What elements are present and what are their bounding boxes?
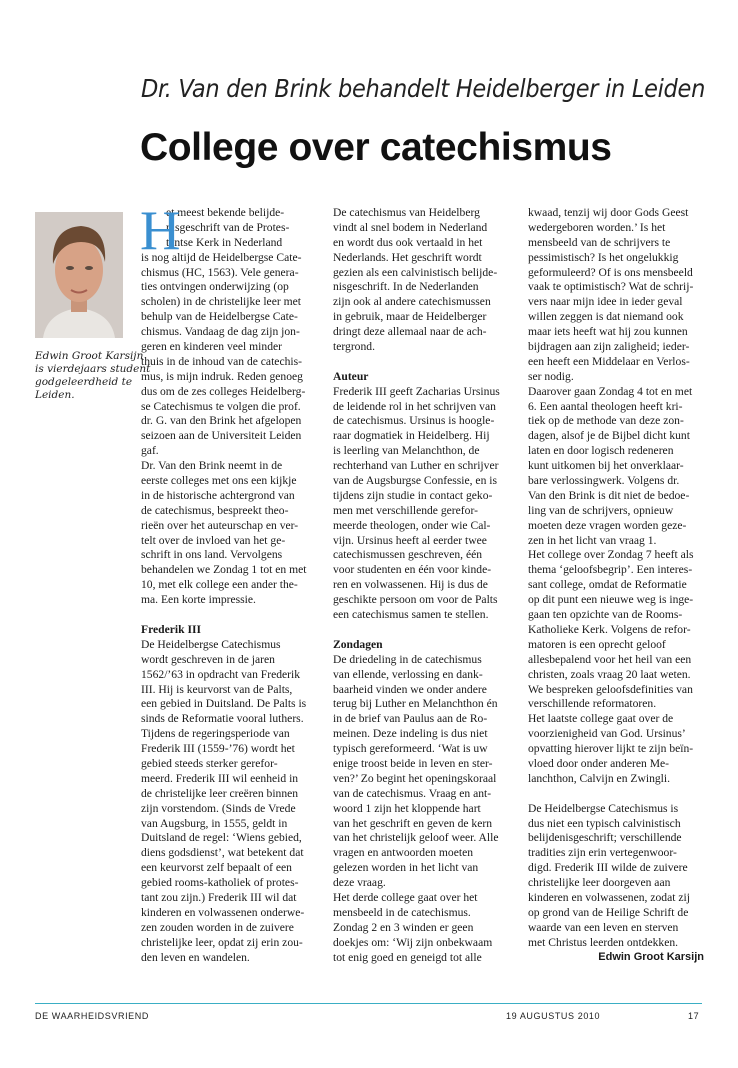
text-line: thuis in de inhoud van de catechis- bbox=[141, 354, 302, 368]
text-line: kunt uitkomen bij het onverklaar- bbox=[528, 459, 684, 473]
text-line: men met verschillende gerefor- bbox=[333, 503, 478, 517]
text-line: tergrond. bbox=[333, 340, 375, 354]
text-line: de christelijke leer creëren binnen bbox=[141, 786, 299, 800]
text-line: tiek op de methode van deze zon- bbox=[528, 414, 684, 428]
text-line: Frederik III (1559-’76) wordt het bbox=[141, 742, 295, 756]
text-line: voorzienigheid van God. Ursinus’ bbox=[528, 727, 686, 741]
text-line: telt over de invloed van het ge- bbox=[141, 533, 286, 547]
text-line: nisgeschrift van de Protes- bbox=[166, 220, 290, 234]
text-line: rieën over het auteurschap en ver- bbox=[141, 518, 299, 532]
text-line: typisch gereformeerd. ‘Wat is uw bbox=[333, 742, 488, 756]
text-line: Tijdens de regeringsperiode van bbox=[141, 727, 290, 741]
caption-line: is vierdejaars student bbox=[35, 363, 151, 375]
text-line: chismus. Vandaag de dag zijn jon- bbox=[141, 325, 300, 339]
text-line: dringt deze allemaal naar de ach- bbox=[333, 325, 487, 339]
text-line: wedergeboren worden.’ Is het bbox=[528, 220, 666, 234]
text-line: de catechismus. Ursinus is hoogle- bbox=[333, 414, 495, 428]
text-line: tijdens zijn studie in contact geko- bbox=[333, 488, 493, 502]
text-line: 1562/’63 in opdracht van Frederik bbox=[141, 667, 301, 681]
text-line: zijn vorstendom. (Sinds de Vrede bbox=[141, 801, 296, 815]
text-line: gebied rooms-katholiek of protes- bbox=[141, 876, 299, 890]
text-line: catechismussen geschreven, één bbox=[333, 548, 483, 562]
text-line: in gebruik, maar de Heidelberger bbox=[333, 310, 487, 324]
text-line: se Catechismus te volgen die prof. bbox=[141, 399, 301, 413]
text-line: digd. Frederik III wilde de zuivere bbox=[528, 861, 688, 875]
footer-rule bbox=[35, 1003, 702, 1004]
text-line: eerste colleges met ons een kijkje bbox=[141, 474, 297, 488]
text-line: van het christelijk geloof weer. Alle bbox=[333, 831, 499, 845]
text-line: belijdenisgeschrift; verschillende bbox=[528, 831, 682, 845]
text-line: doekjes om: ‘Wij zijn onbekwaam bbox=[333, 935, 493, 949]
text-line: christelijke leer, opdat zij erin zou- bbox=[141, 935, 303, 949]
text-line: van de Augsburgse Confessie, en is bbox=[333, 474, 498, 488]
text-line bbox=[141, 608, 326, 623]
text-line: christen, zoals vraag 20 laat weten. bbox=[528, 667, 691, 681]
text-line: mensbeeld in de catechismus. bbox=[333, 905, 471, 919]
text-line: in de historische achtergrond van bbox=[141, 488, 295, 502]
text-line: De catechismus van Heidelberg bbox=[333, 206, 480, 219]
text-line: ling van de schrijvers, opnieuw bbox=[528, 503, 674, 517]
text-line: sinds de Reformatie vooral luthers. bbox=[141, 712, 304, 726]
text-line: Het derde college gaat over het bbox=[333, 890, 478, 904]
text-line: terug bij Luther en Melanchthon én bbox=[333, 697, 498, 711]
text-line: den leven en wandelen. bbox=[141, 950, 250, 964]
text-line: tantse Kerk in Nederland bbox=[166, 235, 283, 249]
section-heading: Frederik III bbox=[141, 622, 202, 636]
author-photo bbox=[35, 212, 123, 338]
text-line: Duitsland de regel: ‘Wiens gebied, bbox=[141, 831, 302, 845]
text-line: mus, is mijn indruk. Reden genoeg bbox=[141, 369, 303, 383]
text-line: bijdragen aan zijn zaligheid; ieder- bbox=[528, 340, 690, 354]
text-line: sant college, omdat de Reformatie bbox=[528, 578, 687, 592]
text-line: gebied steeds sterker gerefor- bbox=[141, 756, 278, 770]
article-column-2 bbox=[333, 206, 521, 965]
text-line: 10, met elk college een ander the- bbox=[141, 578, 298, 592]
article-column-1 bbox=[140, 200, 326, 965]
text-line bbox=[333, 355, 521, 370]
text-line: matoren is een oprecht geloof bbox=[528, 637, 666, 651]
text-line: behandelen we Zondag 1 tot en met bbox=[141, 563, 307, 577]
text-line: We bespreken geloofsdefinities van bbox=[528, 682, 693, 696]
photo-caption bbox=[35, 350, 150, 402]
text-line: De Heidelbergse Catechismus is bbox=[528, 801, 679, 815]
text-line: dus om de zes colleges Heidelberg- bbox=[141, 384, 306, 398]
text-line: Daarover gaan Zondag 4 tot en met bbox=[528, 384, 693, 398]
text-line: een heeft een Middelaar en Verlos- bbox=[528, 354, 690, 368]
text-line: is leerling van Melanchthon, de bbox=[333, 444, 480, 458]
text-line: De Heidelbergse Catechismus bbox=[141, 637, 281, 651]
text-line: vragen en antwoorden moeten bbox=[333, 846, 474, 860]
text-line: geschikte persoon om voor de Palts bbox=[333, 593, 498, 607]
text-line: verschillende reformatoren. bbox=[528, 697, 657, 711]
text-line: rechterhand van Luther en schrijver bbox=[333, 459, 499, 473]
text-line: vijn. Ursinus heeft al eerder twee bbox=[333, 533, 487, 547]
text-line: is nog altijd de Heidelbergse Cate- bbox=[141, 250, 302, 264]
text-line: in de brief van Paulus aan de Ro- bbox=[333, 712, 488, 726]
text-line: dagen, alsof je de Bijbel dicht kunt bbox=[528, 429, 690, 443]
text-line: bare verlossingwerk. Volgens dr. bbox=[528, 474, 680, 488]
text-line: voor studenten en één voor kinde- bbox=[333, 563, 492, 577]
text-line: gaan ten opzichte van de Rooms- bbox=[528, 608, 683, 622]
text-line: dus niet een typisch calvinistisch bbox=[528, 816, 681, 830]
text-line bbox=[333, 623, 521, 638]
text-line: kinderen en volwassenen onderwe- bbox=[141, 905, 305, 919]
caption-line: Edwin Groot Karsijn bbox=[35, 350, 144, 362]
text-line: zen zouden worden in de zuivere bbox=[141, 920, 294, 934]
text-line: gaf. bbox=[141, 444, 159, 458]
author-signature: Edwin Groot Karsijn bbox=[598, 950, 704, 963]
text-line: nisgeschrift. In de Nederlanden bbox=[333, 280, 479, 294]
text-line: baarheid vinden we onder andere bbox=[333, 682, 487, 696]
text-line: van ellende, verlossing en dank- bbox=[333, 667, 483, 681]
text-line: willen zeggen is dat niemand ook bbox=[528, 310, 684, 324]
text-line: raar dogmatiek in Heidelberg. Hij bbox=[333, 429, 490, 443]
text-line: tot enig goed en geneigd tot alle bbox=[333, 950, 482, 964]
text-line: 6. Een aantal theologen heeft kri- bbox=[528, 399, 683, 413]
text-line: vers naar mijn idee in ieder geval bbox=[528, 295, 683, 309]
text-line: meinen. Deze indeling is dus niet bbox=[333, 727, 488, 741]
text-line: een catechismus samen te stellen. bbox=[333, 608, 489, 622]
text-line: et meest bekende belijde- bbox=[166, 206, 285, 219]
text-line: schrift in ons land. Vervolgens bbox=[141, 548, 283, 562]
text-line: moeten deze vragen worden geze- bbox=[528, 518, 687, 532]
text-line: behulp van de Heidelbergse Cate- bbox=[141, 310, 298, 324]
text-line: ma. Een korte impressie. bbox=[141, 593, 256, 607]
text-line: ties ontvingen onderwijzing (op bbox=[141, 280, 289, 294]
text-line: vloed door onder anderen Me- bbox=[528, 756, 670, 770]
article-column-3 bbox=[528, 206, 704, 965]
text-line: woord 1 zijn het kloppende hart bbox=[333, 801, 481, 815]
text-line: gelezen worden in het licht van bbox=[333, 861, 479, 875]
text-line: diens godsdienst’, wat betekent dat bbox=[141, 846, 304, 860]
text-line: thema ‘geloofsbegrip’. Een interes- bbox=[528, 563, 693, 577]
footer-date: 19 AUGUSTUS 2010 bbox=[506, 1011, 601, 1021]
section-heading: Zondagen bbox=[333, 637, 383, 651]
text-line bbox=[528, 787, 704, 802]
text-line: chismus (HC, 1563). Vele genera- bbox=[141, 265, 299, 279]
text-line: scholen) in de christelijke leer met bbox=[141, 295, 301, 309]
text-line: deze vraag. bbox=[333, 876, 386, 890]
text-line: III. Hij is keurvorst van de Palts, bbox=[141, 682, 293, 696]
text-line: zijn ook al andere catechismussen bbox=[333, 295, 491, 309]
footer-publication: DE WAARHEIDSVRIEND bbox=[35, 1011, 149, 1021]
text-line: Frederik III geeft Zacharias Ursinus bbox=[333, 384, 500, 398]
text-line: van Augsburg, in 1555, geldt in bbox=[141, 816, 288, 830]
text-line: tradities zijn erin vertegenwoor- bbox=[528, 846, 677, 860]
text-line: laten en door logisch redeneren bbox=[528, 444, 674, 458]
text-line: een gebied in Duitsland. De Palts is bbox=[141, 697, 307, 711]
text-line: tant zou zijn.) Frederik III wil dat bbox=[141, 890, 297, 904]
caption-line: godgeleerdheid te bbox=[35, 376, 133, 388]
text-line: seizoen aan de Universiteit Leiden bbox=[141, 429, 302, 443]
text-line: op grond van de Heilige Schrift de bbox=[528, 905, 689, 919]
text-line: de catechismus, bespreekt theo- bbox=[141, 503, 289, 517]
text-line: enige troost beide in leven en ster- bbox=[333, 756, 493, 770]
text-line: de leidende rol in het schrijven van bbox=[333, 399, 496, 413]
text-line: geformuleerd? Of is ons mensbeeld bbox=[528, 265, 693, 279]
article-subtitle: Dr. Van den Brink behandelt Heidelberger in Leiden bbox=[141, 74, 706, 103]
text-line: opvatting hierover lijkt te zijn beïn- bbox=[528, 742, 694, 756]
text-line: Dr. Van den Brink neemt in de bbox=[141, 459, 283, 473]
text-line: met Christus leerden ontdekken. bbox=[528, 935, 679, 949]
text-line: lanchthon, Calvijn en Zwingli. bbox=[528, 771, 671, 785]
drop-cap: H bbox=[140, 200, 181, 262]
text-line: van het geschrift en geven de kern bbox=[333, 816, 493, 830]
text-line: maar iets heeft wat hij zou kunnen bbox=[528, 325, 688, 339]
text-line: Het laatste college gaat over de bbox=[528, 712, 674, 726]
text-line: gezien als een calvinistisch belijde- bbox=[333, 265, 498, 279]
text-line: een keurvorst zelf bepaalt of een bbox=[141, 861, 292, 875]
text-line: ven?’ Zo begint het openingskoraal bbox=[333, 771, 497, 785]
article-title: College over catechismus bbox=[140, 126, 612, 169]
text-line: vindt al snel bodem in Nederland bbox=[333, 220, 488, 234]
text-line: zen in het licht van vraag 1. bbox=[528, 533, 657, 547]
footer-page-number: 17 bbox=[688, 1011, 700, 1021]
text-line: dr. G. van den Brink het afgelopen bbox=[141, 414, 302, 428]
text-line: meerd. Frederik III wil eenheid in bbox=[141, 771, 299, 785]
text-line: wordt geschreven in de jaren bbox=[141, 652, 275, 666]
text-line: Katholieke Kerk. Volgens de refor- bbox=[528, 622, 691, 636]
text-line: allesbepalend voor het heil van een bbox=[528, 652, 692, 666]
text-line: van de catechismus. Vraag en ant- bbox=[333, 786, 492, 800]
text-line: meerde theologen, onder wie Cal- bbox=[333, 518, 491, 532]
text-line: ser nodig. bbox=[528, 369, 574, 383]
text-line: mensbeeld van de schrijvers te bbox=[528, 235, 671, 249]
text-line: waarde van een leven en sterven bbox=[528, 920, 679, 934]
text-line: christelijke leer doorgeven aan bbox=[528, 876, 671, 890]
text-line: op dit punt een nieuwe weg is inge- bbox=[528, 593, 694, 607]
caption-line: Leiden. bbox=[35, 389, 75, 401]
text-line: Het college over Zondag 7 heeft als bbox=[528, 548, 694, 562]
text-line: De driedeling in de catechismus bbox=[333, 652, 482, 666]
text-line: en wordt dus ook vertaald in het bbox=[333, 235, 483, 249]
text-line: Van den Brink is dit niet de bedoe- bbox=[528, 488, 690, 502]
section-heading: Auteur bbox=[333, 369, 369, 383]
text-line: geren en kinderen veel minder bbox=[141, 340, 282, 354]
text-line: kwaad, tenzij wij door Gods Geest bbox=[528, 206, 689, 219]
text-line: pessimistisch? Is het ongelukkig bbox=[528, 250, 679, 264]
text-line: kinderen en volwassenen, zodat zij bbox=[528, 890, 690, 904]
text-line: Nederlands. Het geschrift wordt bbox=[333, 250, 482, 264]
text-line: ren en volwassenen. Hij is dus de bbox=[333, 578, 488, 592]
text-line: vaak te optimistisch? Wat de schrij- bbox=[528, 280, 694, 294]
text-line: Zondag 2 en 3 winden er geen bbox=[333, 920, 474, 934]
